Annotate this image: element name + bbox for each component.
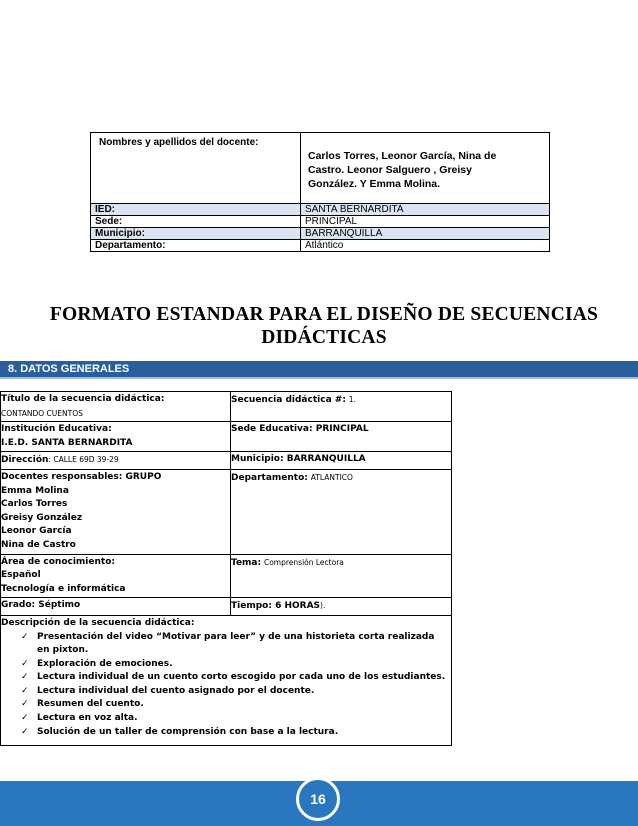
docente-name: Greisy González	[1, 512, 83, 523]
teacher-row-ied	[91, 204, 550, 216]
tiempo-text: Tiempo: 6 HORAS	[231, 601, 321, 612]
grado-cell	[1, 598, 231, 616]
teacher-row-sede	[91, 216, 550, 228]
titulo-value: CONTANDO CUENTOS	[1, 408, 83, 418]
teacher-info-table	[90, 132, 550, 252]
docentes-label: Docentes responsables: GRUPO	[1, 471, 162, 482]
grado-text: Grado: Séptimo	[1, 600, 81, 611]
secuencia-cell	[231, 392, 452, 422]
table-row	[1, 598, 452, 616]
area-value: Español	[1, 570, 41, 581]
area-cell	[1, 554, 231, 598]
tema-label: Tema:	[231, 557, 262, 568]
institucion-value: I.E.D. SANTA BERNARDITA	[1, 437, 133, 448]
teacher-names-line: Castro. Leonor Salguero , Greisy	[308, 164, 472, 176]
departamento-label: Departamento:	[231, 472, 308, 483]
general-data-table	[0, 391, 452, 746]
direccion-cell	[1, 452, 231, 470]
teacher-label-cell	[91, 133, 301, 204]
checkmark-icon: ✓	[21, 631, 29, 642]
secuencia-label: Secuencia didáctica #:	[231, 395, 346, 405]
list-item	[21, 671, 450, 685]
checkmark-icon: ✓	[21, 726, 29, 737]
list-item	[21, 698, 450, 712]
checkmark-icon: ✓	[21, 685, 29, 696]
title-line: DIDÁCTICAS	[261, 327, 387, 348]
list-item	[21, 685, 450, 699]
teacher-label: Nombres y apellidos del docente:	[99, 137, 259, 148]
municipio-text: Municipio: BARRANQUILLA	[231, 454, 366, 465]
section-header	[0, 361, 638, 379]
table-row	[1, 452, 452, 470]
list-item-text: Lectura individual de un cuento corto escogido por cada uno de los estudiantes.	[37, 672, 446, 683]
teacher-row-departamento	[91, 240, 550, 252]
checkmark-icon: ✓	[21, 672, 29, 683]
teacher-names	[305, 133, 545, 191]
departamento-value: ATLANTICO	[310, 472, 353, 482]
titulo-cell	[1, 392, 231, 422]
teacher-names-line: Carlos Torres, Leonor García, Nina de	[308, 150, 497, 162]
tiempo-cell	[231, 598, 452, 616]
row-value: Atlántico	[301, 240, 550, 252]
row-label: IED:	[91, 204, 301, 216]
municipio-cell	[231, 452, 452, 470]
row-label: Departamento:	[91, 240, 301, 252]
teacher-names-cell	[301, 133, 550, 204]
sede-text: Sede Educativa: PRINCIPAL	[231, 424, 369, 435]
list-item	[21, 712, 450, 726]
row-value: SANTA BERNARDITA	[301, 204, 550, 216]
docente-name: Nina de Castro	[1, 539, 76, 550]
direccion-value: : CALLE 69D 39-29	[48, 455, 119, 465]
tema-cell	[231, 554, 452, 598]
title-line: FORMATO ESTANDAR PARA EL DISEÑO DE SECUENCIAS	[49, 304, 599, 325]
row-value: PRINCIPAL	[301, 216, 550, 228]
titulo-label: Título de la secuencia didáctica:	[1, 394, 165, 404]
list-item-text: Lectura individual del cuento asignado por el docente.	[37, 685, 315, 696]
secuencia-value: 1.	[348, 395, 356, 404]
page-number: 16	[310, 791, 326, 807]
list-item-text: Exploración de emociones.	[37, 658, 173, 669]
docente-name: Carlos Torres	[1, 499, 68, 510]
institucion-label: Institución Educativa:	[1, 424, 112, 435]
row-label: Sede:	[91, 216, 301, 228]
docentes-cell	[1, 469, 231, 554]
institucion-cell	[1, 422, 231, 452]
row-label: Municipio:	[91, 228, 301, 240]
section-label: 8. DATOS GENERALES	[8, 363, 130, 375]
table-row	[1, 392, 452, 422]
descripcion-label: Descripción de la secuencia didáctica:	[1, 617, 195, 628]
sede-cell	[231, 422, 452, 452]
table-row	[1, 615, 452, 745]
descripcion-list	[1, 631, 450, 740]
document-title	[30, 303, 618, 349]
teacher-names-line: González. Y Emma Molina.	[308, 178, 441, 190]
list-item-text: Lectura en voz alta.	[37, 713, 138, 724]
area-label: Área de conocimiento:	[1, 556, 115, 567]
checkmark-icon: ✓	[21, 699, 29, 710]
list-item	[21, 658, 450, 672]
list-item-text: Solución de un taller de comprensión con base a la lectura.	[37, 726, 339, 737]
direccion-label: Dirección	[1, 455, 49, 466]
checkmark-icon: ✓	[21, 658, 29, 669]
table-row	[1, 469, 452, 554]
area-value: Tecnología e informática	[1, 583, 126, 594]
list-item	[21, 726, 450, 740]
list-item-text: Resumen del cuento.	[37, 699, 144, 710]
row-value: BARRANQUILLA	[301, 228, 550, 240]
descripcion-cell	[1, 615, 452, 745]
checkmark-icon: ✓	[21, 713, 29, 724]
tema-value: Comprensión Lectora	[263, 557, 344, 567]
table-row	[1, 554, 452, 598]
docente-name: Leonor García	[1, 526, 72, 537]
docente-name: Emma Molina	[1, 485, 69, 496]
list-item-text: Presentación del video “Motivar para leer” y de una historieta corta realizada en pixton.	[37, 631, 435, 656]
list-item	[21, 631, 450, 658]
tiempo-suffix: ).	[320, 601, 326, 611]
teacher-row-municipio	[91, 228, 550, 240]
departamento-cell	[231, 469, 452, 554]
table-row	[1, 422, 452, 452]
